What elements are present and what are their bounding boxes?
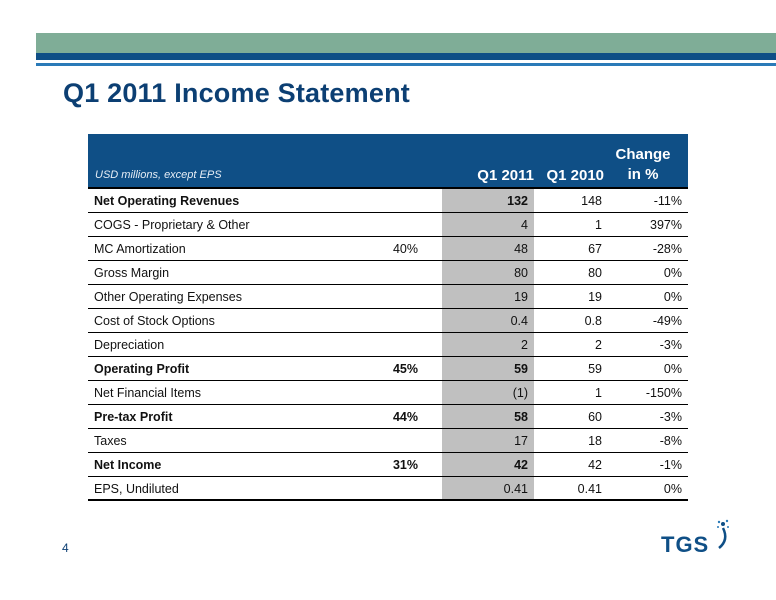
- row-margin-pct: 31%: [392, 458, 418, 472]
- table-row: [88, 309, 688, 333]
- header-prior-quarter: Q1 2010: [546, 167, 604, 184]
- tgs-logo: [657, 518, 737, 558]
- header-band-green: [36, 33, 776, 53]
- row-change-pct: -8%: [659, 434, 682, 448]
- row-label: Depreciation: [94, 338, 165, 352]
- income-statement-table: [88, 134, 688, 501]
- row-current-value: 2: [521, 338, 528, 352]
- row-label: Net Financial Items: [94, 386, 201, 400]
- table-row: [88, 405, 688, 429]
- row-label: COGS - Proprietary & Other: [94, 218, 250, 232]
- table-row: [88, 477, 688, 501]
- row-change-pct: 0%: [663, 290, 682, 304]
- row-prior-value: 59: [588, 362, 602, 376]
- row-change-pct: -3%: [659, 338, 682, 352]
- table-row: [88, 213, 688, 237]
- row-label: Pre-tax Profit: [94, 410, 173, 424]
- table-row: [88, 429, 688, 453]
- row-margin-pct: 40%: [392, 242, 418, 256]
- row-current-value: 132: [507, 194, 528, 208]
- row-prior-value: 148: [581, 194, 602, 208]
- table-row: [88, 261, 688, 285]
- table-row: [88, 333, 688, 357]
- row-current-value: 0.4: [510, 314, 528, 328]
- row-current-value: 42: [514, 458, 528, 472]
- row-prior-value: 42: [588, 458, 602, 472]
- row-prior-value: 1: [595, 386, 602, 400]
- row-change-pct: -1%: [659, 458, 682, 472]
- row-change-pct: 0%: [663, 266, 682, 280]
- row-change-pct: -49%: [652, 314, 682, 328]
- slide-title: Q1 2011 Income Statement: [63, 78, 410, 108]
- row-margin-pct: 45%: [392, 362, 418, 376]
- table-header: [88, 134, 688, 187]
- table-row: [88, 357, 688, 381]
- row-change-pct: -28%: [652, 242, 682, 256]
- row-prior-value: 0.8: [584, 314, 602, 328]
- header-band-blue: [36, 53, 776, 60]
- header-band-thin: [36, 63, 776, 66]
- row-label: MC Amortization: [94, 242, 186, 256]
- row-current-value: 17: [514, 434, 528, 448]
- row-label: Gross Margin: [94, 266, 170, 280]
- table-row: [88, 237, 688, 261]
- table-body: [88, 187, 688, 501]
- row-change-pct: 0%: [663, 482, 682, 496]
- row-label: Other Operating Expenses: [94, 290, 242, 304]
- row-label: Operating Profit: [94, 362, 190, 376]
- table-row: [88, 187, 688, 213]
- row-change-pct: -3%: [659, 410, 682, 424]
- row-prior-value: 67: [588, 242, 602, 256]
- row-prior-value: 2: [595, 338, 602, 352]
- row-prior-value: 18: [588, 434, 602, 448]
- row-prior-value: 1: [595, 218, 602, 232]
- header-current-quarter: Q1 2011: [477, 167, 534, 184]
- table-row: [88, 381, 688, 405]
- header-change-line2: in %: [627, 166, 659, 183]
- row-label: Taxes: [94, 434, 127, 448]
- header-change-line1: Change: [615, 146, 671, 163]
- row-prior-value: 19: [588, 290, 602, 304]
- table-row: [88, 453, 688, 477]
- row-current-value: (1): [512, 386, 528, 400]
- row-current-value: 59: [514, 362, 528, 376]
- row-margin-pct: 44%: [392, 410, 418, 424]
- row-current-value: 58: [514, 410, 528, 424]
- row-prior-value: 60: [588, 410, 602, 424]
- row-change-pct: -11%: [653, 194, 682, 208]
- row-change-pct: 0%: [663, 362, 682, 376]
- header-change: [604, 145, 682, 185]
- row-current-value: 19: [514, 290, 528, 304]
- table-row: [88, 285, 688, 309]
- row-label: Net Income: [94, 458, 162, 472]
- row-label: Cost of Stock Options: [94, 314, 215, 328]
- logo-text: TGS: [661, 532, 710, 557]
- row-current-value: 48: [514, 242, 528, 256]
- row-prior-value: 0.41: [577, 482, 602, 496]
- row-change-pct: 397%: [650, 218, 682, 232]
- row-change-pct: -150%: [645, 386, 682, 400]
- row-prior-value: 80: [588, 266, 602, 280]
- currency-note: USD millions, except EPS: [95, 169, 222, 181]
- page-number: 4: [62, 541, 69, 555]
- row-current-value: 4: [521, 218, 528, 232]
- row-label: EPS, Undiluted: [94, 482, 179, 496]
- row-current-value: 80: [514, 266, 528, 280]
- row-label: Net Operating Revenues: [94, 194, 240, 208]
- row-current-value: 0.41: [503, 482, 528, 496]
